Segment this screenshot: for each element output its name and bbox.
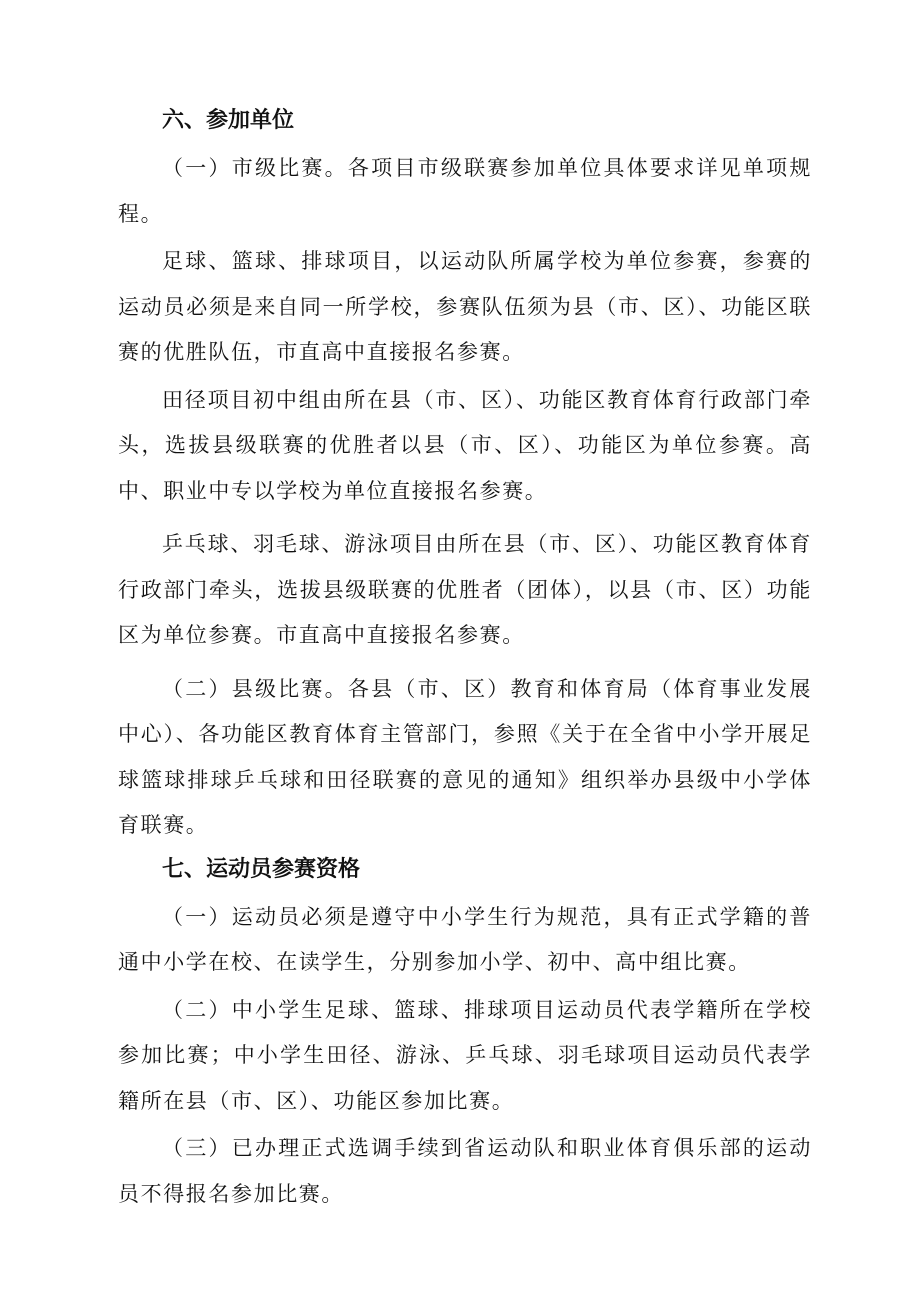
section-7-paragraph-2: （二）中小学生足球、篮球、排球项目运动员代表学籍所在学校参加比赛；中小学生田径、游泳、乒乓球、羽毛球项目运动员代表学籍所在县（市、区）、功能区参加比赛。 (118, 997, 812, 1113)
section-6-paragraph-3: 田径项目初中组由所在县（市、区）、功能区教育体育行政部门牵头，选拔县级联赛的优胜者以县（市、区）、功能区为单位参赛。高中、职业中专以学校为单位直接报名参赛。 (118, 387, 812, 503)
section-6-paragraph-2: 足球、篮球、排球项目，以运动队所属学校为单位参赛，参赛的运动员必须是来自同一所学校，参赛队伍须为县（市、区）、功能区联赛的优胜队伍，市直高中直接报名参赛。 (118, 249, 812, 364)
section-6-paragraph-1: （一）市级比赛。各项目市级联赛参加单位具体要求详见单项规程。 (118, 156, 812, 226)
section-7-paragraph-1: （一）运动员必须是遵守中小学生行为规范，具有正式学籍的普通中小学在校、在读学生，分别参加小学、初中、高中组比赛。 (118, 904, 812, 974)
section-7-paragraph-3: （三）已办理正式选调手续到省运动队和职业体育俱乐部的运动员不得报名参加比赛。 (118, 1136, 812, 1206)
document-page (118, 102, 812, 1219)
section-6-paragraph-4: 乒乓球、羽毛球、游泳项目由所在县（市、区）、功能区教育体育行政部门牵头，选拔县级联赛的优胜者（团体），以县（市、区）功能区为单位参赛。市直高中直接报名参赛。 (118, 532, 812, 647)
section-6-paragraph-5: （二）县级比赛。各县（市、区）教育和体育局（体育事业发展中心）、各功能区教育体育主管部门，参照《关于在全省中小学开展足球篮球排球乒乓球和田径联赛的意见的通知》组织举办县级中小学体育联赛。 (118, 676, 812, 837)
section-7-heading: 七、运动员参赛资格 (162, 856, 361, 882)
section-6-heading: 六、参加单位 (162, 108, 295, 133)
